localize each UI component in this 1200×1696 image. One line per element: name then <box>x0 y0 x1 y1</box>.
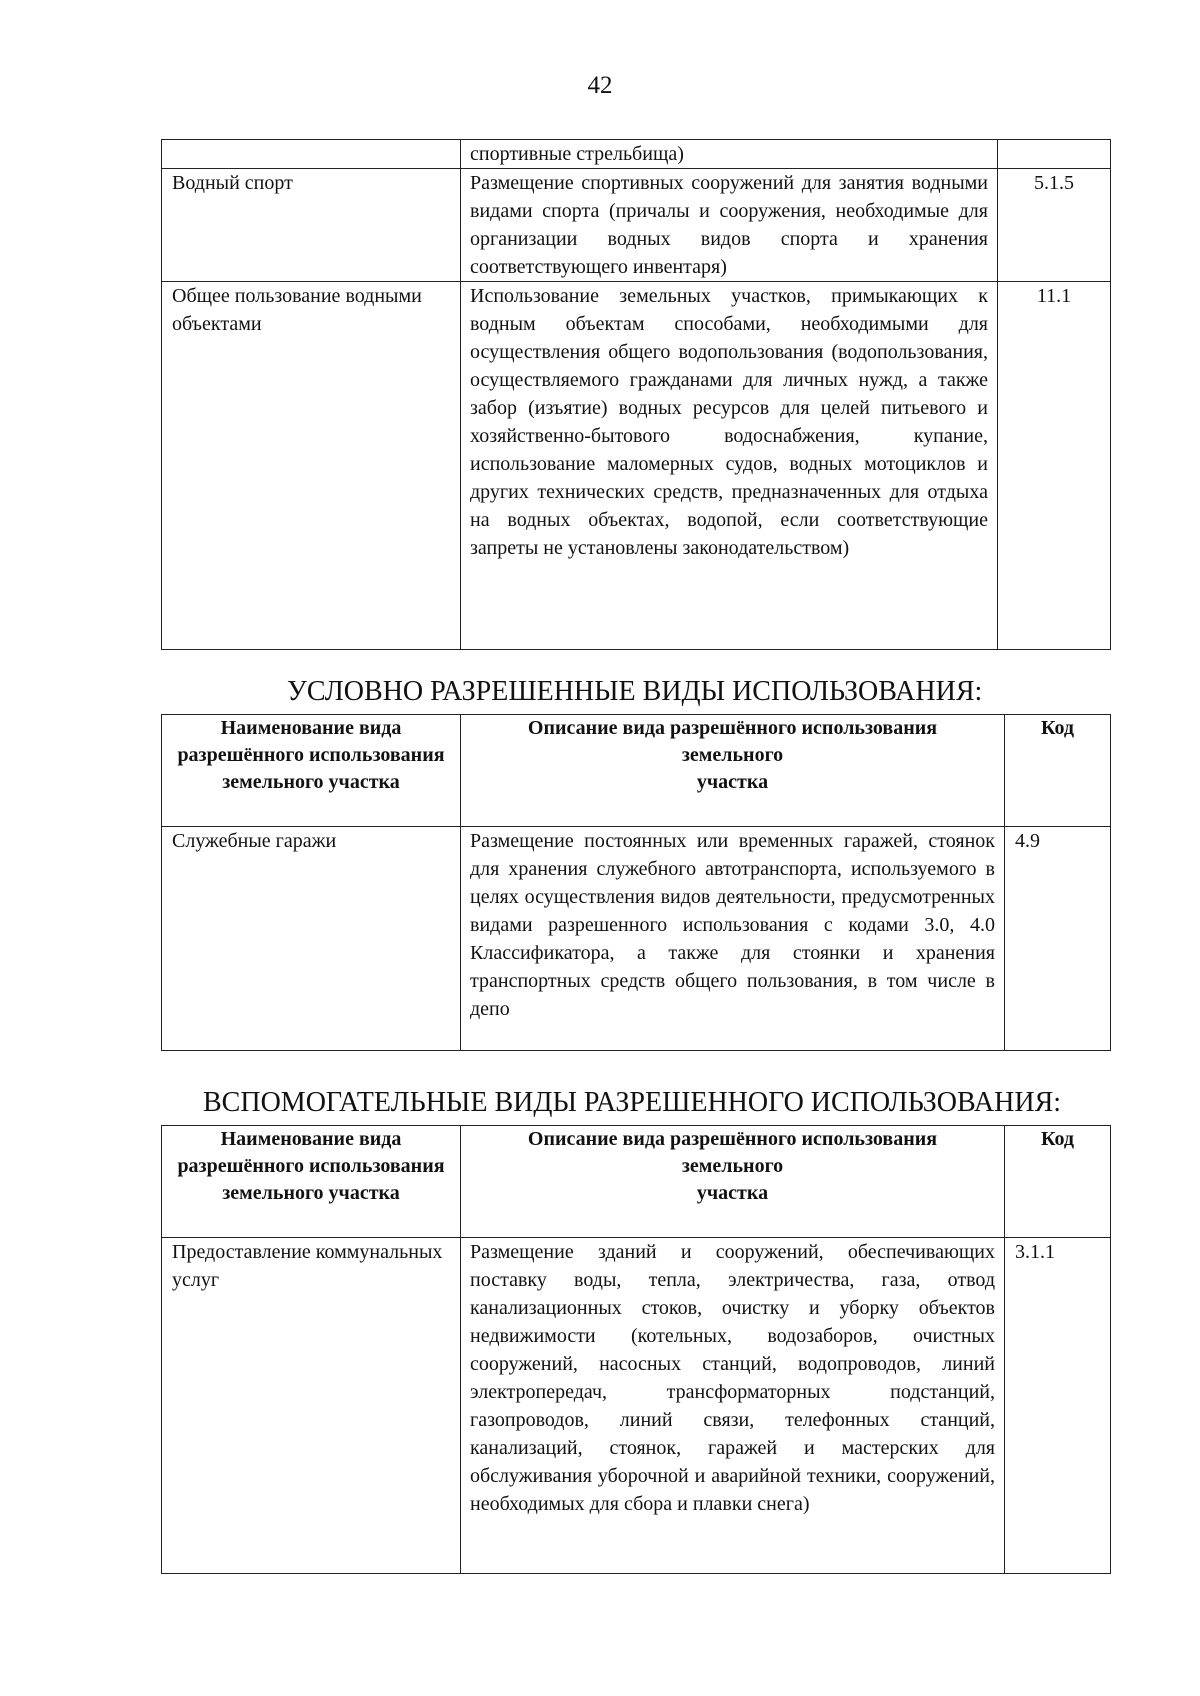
table-row <box>162 282 1111 650</box>
column-header-description <box>461 1126 1005 1238</box>
table-row <box>162 827 1111 1051</box>
column-header-code: Код <box>1005 1126 1111 1238</box>
use-name-cell: Служебные гаражи <box>162 827 461 1051</box>
header-line: Описание вида разрешённого использования <box>527 1128 938 1150</box>
table-row <box>162 1238 1111 1574</box>
use-name-cell: Общее пользование водными объектами <box>162 282 461 650</box>
conditional-uses-table <box>161 714 1111 1051</box>
use-code-cell: 4.9 <box>1005 827 1111 1051</box>
use-description-cell: Размещение постоянных или временных гаражей, стоянок для хранения служебного автотранспорта, используемого в целях осуществления видов деятельности, предусмотренных видами разрешенного использования с кодами 3.0, 4.0 Классификатора, а также для стоянки и хранения транспортных средств общего пользования, в том числе в депо <box>461 827 1005 1051</box>
header-line: Описание вида разрешённого использования <box>527 717 938 739</box>
use-description-cell: Размещение зданий и сооружений, обеспечивающих поставку воды, тепла, электричества, газа, отвод канализационных стоков, очистку и уборку объектов недвижимости (котельных, водозаборов, очистных сооружений, насосных станций, водопроводов, линий электропередач, трансформаторных подстанций, газопроводов, линий связи, телефонных станций, канализаций, стоянок, гаражей и мастерских для обслуживания уборочной и аварийной техники, сооружений, необходимых для сбора и плавки снега) <box>461 1238 1005 1574</box>
use-name-cell: Предоставление коммунальных услуг <box>162 1238 461 1574</box>
header-line: земельного <box>681 744 784 766</box>
auxiliary-uses-heading: ВСПОМОГАТЕЛЬНЫЕ ВИДЫ РАЗРЕШЕННОГО ИСПОЛЬЗОВАНИЯ: <box>203 1087 1062 1118</box>
table-row <box>162 140 1111 169</box>
use-description-cell: Использование земельных участков, примыкающих к водным объектам способами, необходимыми для осуществления общего водопользования (водопользования, осуществляемого гражданами для личных нужд, а также забор (изъятие) водных ресурсов для целей питьевого и хозяйственно-бытового водоснабжения, купание, использование маломерных судов, водных мотоциклов и других технических средств, предназначенных для отдыха на водных объектах, водопой, если соответствующие запреты не установлены законодательством) <box>461 282 998 650</box>
table-header-row <box>162 715 1111 827</box>
use-description-cell: Размещение спортивных сооружений для занятия водными видами спорта (причалы и сооружения, необходимые для организации водных видов спорта и хранения соответствующего инвентаря) <box>461 169 998 282</box>
use-description-cell: спортивные стрельбища) <box>461 140 998 169</box>
column-header-code: Код <box>1005 715 1111 827</box>
column-header-name: Наименование вида разрешённого использования земельного участка <box>162 715 461 827</box>
header-line: участка <box>696 771 769 793</box>
use-name-cell: Водный спорт <box>162 169 461 282</box>
table-row <box>162 169 1111 282</box>
column-header-description <box>461 715 1005 827</box>
use-code-cell: 11.1 <box>998 282 1111 650</box>
permitted-uses-table-continued <box>161 139 1111 650</box>
header-line: участка <box>696 1182 769 1204</box>
use-code-cell: 3.1.1 <box>1005 1238 1111 1574</box>
page-number: 42 <box>587 72 613 99</box>
use-name-cell <box>162 140 461 169</box>
column-header-name: Наименование вида разрешённого использования земельного участка <box>162 1126 461 1238</box>
auxiliary-uses-table <box>161 1125 1111 1574</box>
use-code-cell: 5.1.5 <box>998 169 1111 282</box>
header-line: земельного <box>681 1155 784 1177</box>
table-header-row <box>162 1126 1111 1238</box>
use-code-cell <box>998 140 1111 169</box>
conditional-uses-heading: УСЛОВНО РАЗРЕШЕННЫЕ ВИДЫ ИСПОЛЬЗОВАНИЯ: <box>287 676 983 707</box>
